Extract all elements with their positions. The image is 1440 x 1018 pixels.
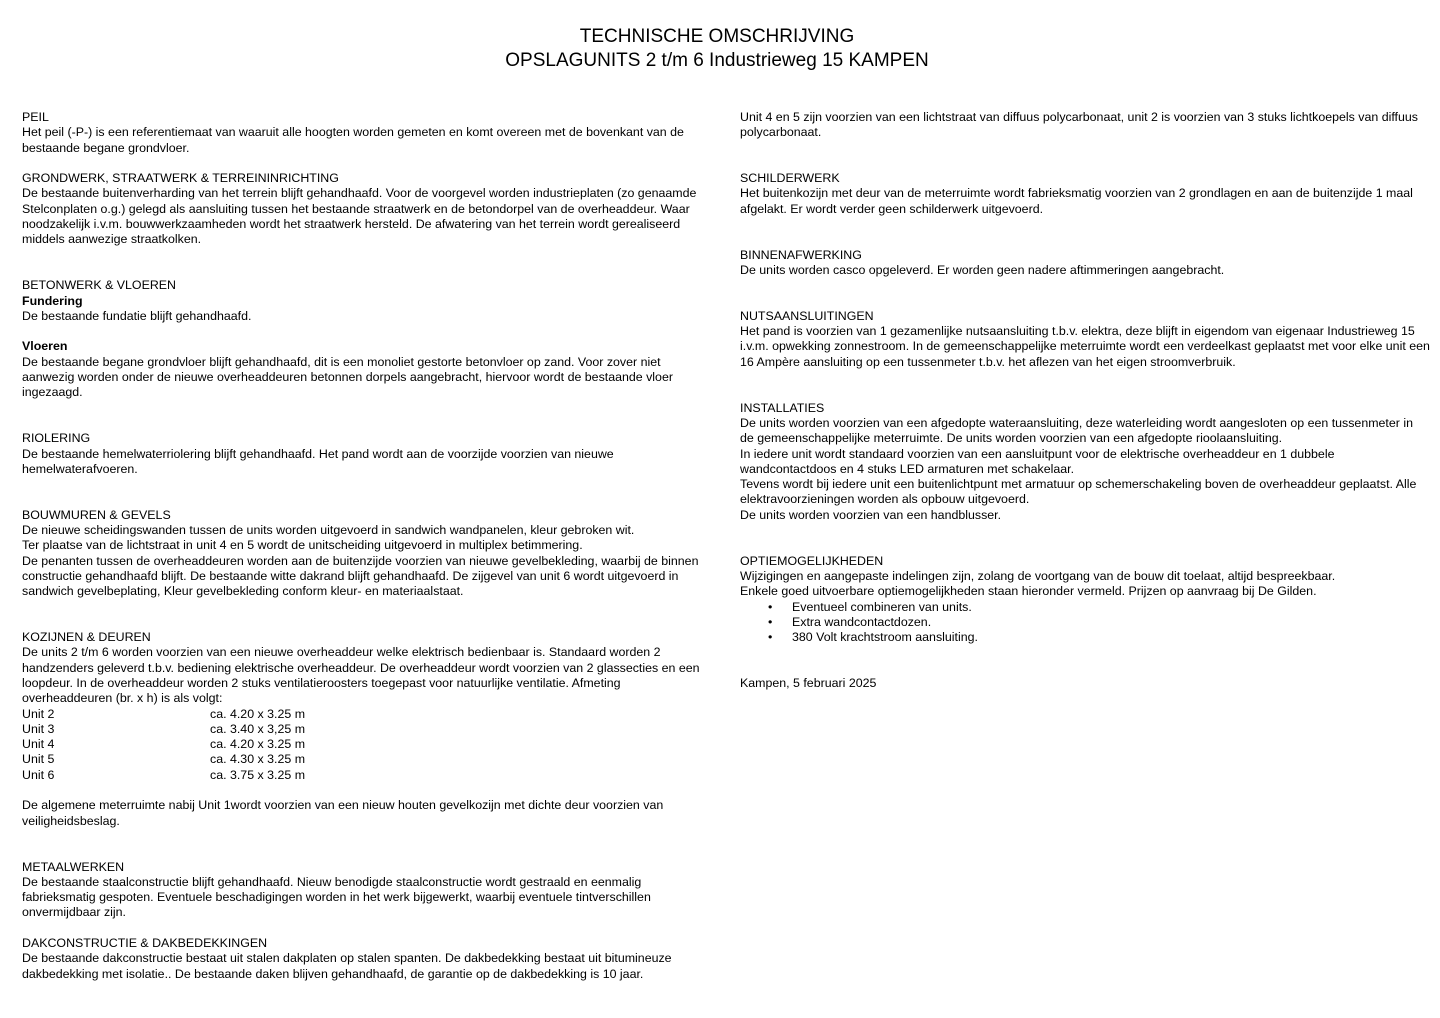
unit-row [22, 752, 702, 767]
right-column [740, 110, 1430, 691]
text-meterruimte: De algemene meterruimte nabij Unit 1wordt voorzien van een nieuw houten gevelkozijn met dichte deur voorzien van veiligheidsbeslag. [22, 798, 664, 828]
text-bouwmuren-2: Ter plaatse van de lichtstraat in unit 4 en 5 wordt de unitscheiding uitgevoerd in multiplex betimmering. [22, 538, 583, 553]
heading-optiemogelijkheden: OPTIEMOGELIJKHEDEN [740, 553, 884, 568]
unit-size: ca. 3.40 x 3,25 m [210, 721, 306, 736]
text-optiemogelijkheden-2: Enkele goed uitvoerbare optiemogelijkheden staan hieronder vermeld. Prijzen op aanvraag bij De Gilden. [740, 584, 1317, 599]
text-bouwmuren-3: De penanten tussen de overheaddeuren worden aan de buitenzijde voorzien van nieuwe gevelbekleding, waarbij de binnen constructie gehandhaafd blijft. De bestaande witte dakrand blijft gehandhaafd. De zijgevel van unit 6 wordt uitgevoerd in sandwich gevelbeplating, Kleur gevelbekleding conform kleur- en materiaalstaat. [22, 553, 699, 599]
unit-row [22, 737, 702, 752]
unit-size: ca. 4.20 x 3.25 m [210, 706, 306, 721]
list-item: • 380 Volt krachtstroom aansluiting. [792, 630, 1430, 645]
heading-nutsaansluitingen: NUTSAANSLUITINGEN [740, 308, 874, 323]
subheading-vloeren: Vloeren [22, 339, 68, 354]
section-peil [22, 110, 702, 156]
section-kozijnen [22, 630, 702, 829]
section-binnenafwerking [740, 248, 1430, 279]
unit-name: Unit 3 [22, 721, 55, 736]
unit-row [22, 768, 702, 783]
heading-installaties: INSTALLATIES [740, 400, 825, 415]
heading-betonwerk: BETONWERK & VLOEREN [22, 278, 176, 293]
unit-name: Unit 4 [22, 737, 55, 752]
subheading-fundering: Fundering [22, 293, 83, 308]
text-dakconstructie: De bestaande dakconstructie bestaat uit stalen dakplaten op stalen spanten. De dakbedekking bestaat uit bitumineuze dakbedekking met isolatie.. De bestaande daken blijven gehandhaafd, de garantie op de dakbedekking is 10 jaar. [22, 951, 672, 981]
heading-schilderwerk: SCHILDERWERK [740, 171, 840, 186]
list-item: • Eventueel combineren van units. [792, 600, 1430, 615]
heading-grondwerk: GRONDWERK, STRAATWERK & TERREININRICHTING [22, 171, 339, 186]
document-title [0, 25, 1434, 73]
text-fundering: De bestaande fundatie blijft gehandhaafd. [22, 308, 252, 323]
unit-size: ca. 3.75 x 3.25 m [210, 767, 306, 782]
heading-riolering: RIOLERING [22, 431, 91, 446]
list-item: • Extra wandcontactdozen. [792, 615, 1430, 630]
section-betonwerk [22, 278, 702, 400]
unit-size: ca. 4.30 x 3.25 m [210, 752, 306, 767]
heading-bouwmuren: BOUWMUREN & GEVELS [22, 507, 171, 522]
unit-name: Unit 2 [22, 706, 55, 721]
text-installaties-3: Tevens wordt bij iedere unit een buitenlichtpunt met armatuur op schemerschakeling boven de overheaddeur geplaatst. Alle elektravoorzieningen worden als opbouw uitgevoerd. [740, 477, 1417, 507]
text-installaties-4: De units worden voorzien van een handblusser. [740, 507, 1002, 522]
section-optiemogelijkheden [740, 554, 1430, 646]
text-optiemogelijkheden-1: Wijzigingen en aangepaste indelingen zijn, zolang de voortgang van de bouw dit toelaat, altijd bespreekbaar. [740, 568, 1336, 583]
text-bouwmuren-1: De nieuwe scheidingswanden tussen de units worden uitgevoerd in sandwich wandpanelen, kleur gebroken wit. [22, 523, 635, 538]
heading-binnenafwerking: BINNENAFWERKING [740, 247, 862, 262]
heading-dakconstructie: DAKCONSTRUCTIE & DAKBEDEKKINGEN [22, 936, 268, 951]
unit-name: Unit 5 [22, 752, 55, 767]
heading-kozijnen: KOZIJNEN & DEUREN [22, 630, 151, 645]
section-schilderwerk [740, 171, 1430, 217]
section-dakconstructie [22, 936, 702, 982]
text-lichtstraat: Unit 4 en 5 zijn voorzien van een lichtstraat van diffuus polycarbonaat, unit 2 is voorzien van 3 stuks lichtkoepels van diffuus polycarbonaat. [740, 110, 1418, 140]
unit-sizes-list [22, 707, 702, 783]
section-grondwerk [22, 171, 702, 247]
text-riolering: De bestaande hemelwaterriolering blijft gehandhaafd. Het pand wordt aan de voorzijde voorzien van nieuwe hemelwaterafvoeren. [22, 446, 614, 476]
text-installaties-2: In iedere unit wordt standaard voorzien van een aansluitpunt voor de elektrische overheaddeur en 1 dubbele wandcontactdoos en 4 stuks LED armaturen met schakelaar. [740, 446, 1335, 476]
section-nutsaansluitingen [740, 309, 1430, 370]
text-peil: Het peil (-P-) is een referentiemaat van waaruit alle hoogten worden gemeten en komt overeen met de bovenkant van de bestaande begane grondvloer. [22, 125, 684, 155]
text-vloeren: De bestaande begane grondvloer blijft gehandhaafd, dit is een monoliet gestorte betonvloer op zand. Voor zover niet aanwezig worden onder de nieuwe overheaddeuren betonnen dorpels aangebracht, hiervoor wordt de bestaande vloer ingezaagd. [22, 354, 673, 400]
text-kozijnen: De units 2 t/m 6 worden voorzien van een nieuwe overheaddeur welke elektrisch bedienbaar is. Standaard worden 2 handzenders geleverd t.b.v. bediening elektrische overheaddeur. De overheaddeur wordt voorzien van 2 glassecties en een loopdeur. In de overheaddeur worden 2 stuks ventilatieroosters toegepast voor natuurlijke ventilatie. Afmeting overheaddeuren (br. x h) is als volgt: [22, 645, 700, 706]
unit-size: ca. 4.20 x 3.25 m [210, 737, 306, 752]
title-line-2: OPSLAGUNITS 2 t/m 6 Industrieweg 15 KAMPEN [505, 50, 929, 71]
unit-row [22, 707, 702, 722]
left-column [22, 110, 702, 982]
text-schilderwerk: Het buitenkozijn met deur van de meterruimte wordt fabrieksmatig voorzien van 2 grondlagen en aan de buitenzijde 1 maal afgelakt. Er wordt verder geen schilderwerk uitgevoerd. [740, 186, 1413, 216]
section-bouwmuren [22, 508, 702, 600]
text-grondwerk: De bestaande buitenverharding van het terrein blijft gehandhaafd. Voor de voorgevel worden industrieplaten (zo genaamde Stelconplaten o.g.) gelegd als aansluiting tussen het bestaande straatwerk en de betondorpel van de overheaddeur. Waar noodzakelijk i.v.m. bouwwerkzaamheden wordt het straatwerk hersteld. De afwatering van het terrein wordt gerealiseerd middels aanwezige straatkolken. [22, 186, 697, 247]
heading-peil: PEIL [22, 110, 49, 124]
section-installaties [740, 401, 1430, 523]
text-binnenafwerking: De units worden casco opgeleverd. Er worden geen nadere aftimmeringen aangebracht. [740, 262, 1225, 277]
section-metaalwerken [22, 860, 702, 921]
text-installaties-1: De units worden voorzien van een afgedopte wateraansluiting, deze waterleiding wordt aangesloten op een tussenmeter in de gemeenschappelijke meterruimte. De units worden voorzien van een afgedopte rioolaansluiting. [740, 415, 1413, 446]
unit-row [22, 722, 702, 737]
options-list [740, 600, 1430, 646]
unit-name: Unit 6 [22, 767, 55, 782]
text-metaalwerken: De bestaande staalconstructie blijft gehandhaafd. Nieuw benodigde staalconstructie wordt gestraald en eenmalig fabrieksmatig gespoten. Eventuele beschadigingen worden in het werk bijgewerkt, waarbij eventuele tintverschillen onvermijdbaar zijn. [22, 874, 651, 920]
heading-metaalwerken: METAALWERKEN [22, 859, 125, 874]
title-line-1: TECHNISCHE OMSCHRIJVING [579, 26, 855, 47]
section-riolering [22, 431, 702, 477]
text-nutsaansluitingen: Het pand is voorzien van 1 gezamenlijke nutsaansluiting t.b.v. elektra, deze blijft in eigendom van eigenaar Industrieweg 15 i.v.m. opwekking zonnestroom. In de gemeenschappelijke meterruimte wordt een verdeelkast geplaatst met voor elke unit een 16 Ampère aansluiting op een tussenmeter t.b.v. het aflezen van het eigen stroomverbruik. [740, 324, 1430, 369]
document-date: Kampen, 5 februari 2025 [740, 675, 877, 690]
